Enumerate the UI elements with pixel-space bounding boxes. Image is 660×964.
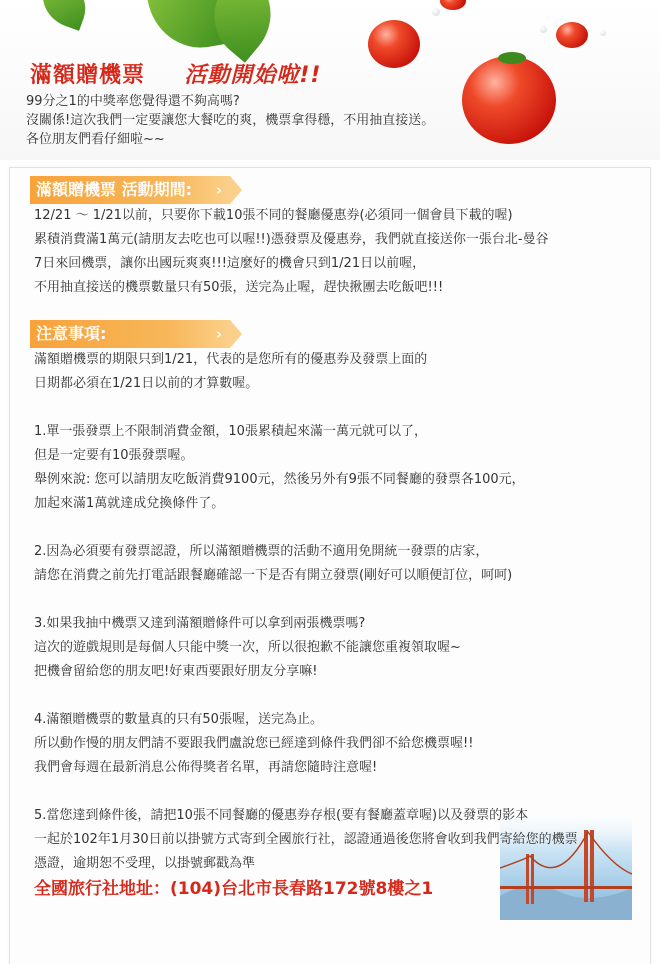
notes-line: 這次的遊戲規則是每個人只能中獎一次，所以很抱歉不能讓您重複領取喔~: [34, 640, 461, 655]
leaf-icon: [34, 0, 94, 31]
chevron-right-icon: ›: [215, 325, 222, 343]
notes-line: 3.如果我抽中機票又達到滿額贈條件可以拿到兩張機票嗎?: [34, 616, 366, 631]
agency-address: 全國旅行社地址：(104)台北市長春路172號8樓之1: [34, 879, 434, 899]
notes-line: 舉例來說: 您可以請朋友吃飯消費9100元，然後另外有9張不同餐廳的發票各100元，: [34, 472, 525, 487]
notes-line: 請您在消費之前先打電話跟餐廳確認一下是否有開立發票(剛好可以順便訂位，呵呵): [34, 568, 513, 583]
tomato-icon: [556, 22, 588, 48]
water-drop-icon: [600, 30, 606, 36]
notes-line: 把機會留給您的朋友吧!好東西要跟好朋友分享嘛!: [34, 664, 318, 679]
intro-text: [26, 92, 434, 149]
notes-line: 我們會每週在最新消息公佈得獎者名單，再請您隨時注意喔!: [34, 760, 378, 775]
notes-line: [34, 396, 525, 420]
notes-line: [34, 588, 525, 612]
page-title-part1: 滿額贈機票: [30, 63, 146, 88]
tomato-stem-icon: [498, 52, 526, 64]
period-line: 7日來回機票，讓你出國玩爽爽!!!這麼好的機會只到1/21日以前喔，: [34, 256, 426, 271]
notes-banner-label: 注意事項:: [36, 324, 107, 343]
period-section-banner: [30, 176, 230, 204]
notes-line: 日期都必須在1/21日以前的才算數喔。: [34, 376, 259, 391]
notes-line: 1.單一張發票上不限制消費金額，10張累積起來滿一萬元就可以了，: [34, 424, 427, 439]
notes-line: [34, 684, 525, 708]
tomato-icon: [440, 0, 466, 10]
notes-line: 所以動作慢的朋友們請不要跟我們盧說您已經達到條件我們卻不給您機票喔!!: [34, 736, 474, 751]
notes-line: 一起於102年1月30日前以掛號方式寄到全國旅行社，認證通過後您將會收到我們寄給您的機票: [34, 832, 578, 847]
water-drop-icon: [432, 8, 440, 16]
notes-line: 5.當您達到條件後，請把10張不同餐廳的優惠券存根(要有餐廳蓋章喔)以及發票的影本: [34, 808, 529, 823]
intro-line: 各位朋友們看仔細啦~~: [26, 132, 165, 147]
period-banner-label: 滿額贈機票 活動期間:: [36, 180, 192, 199]
header-banner: [0, 0, 660, 160]
period-text: [34, 204, 549, 300]
notes-text: [34, 348, 525, 804]
page-title: [30, 58, 321, 89]
period-line: 12/21 ～ 1/21以前，只要你下載10張不同的餐廳優惠券(必須同一個會員下載的喔): [34, 208, 513, 223]
tomato-icon: [368, 20, 420, 68]
period-line: 不用抽直接送的機票數量只有50張，送完為止喔，趕快揪團去吃飯吧!!!: [34, 280, 444, 295]
water-drop-icon: [540, 26, 547, 33]
notes-line: 加起來滿1萬就達成兌換條件了。: [34, 496, 225, 511]
intro-line: 99分之1的中獎率您覺得還不夠高嗎?: [26, 94, 240, 109]
chevron-right-icon: ›: [215, 181, 222, 199]
notes-line: 滿額贈機票的期限只到1/21，代表的是您所有的優惠券及發票上面的: [34, 352, 428, 367]
notes-line: 2.因為必須要有發票認證，所以滿額贈機票的活動不適用免開統一發票的店家，: [34, 544, 489, 559]
notes-line: 但是一定要有10張發票喔。: [34, 448, 194, 463]
page-title-part2: 活動開始啦!!: [184, 63, 322, 88]
intro-line: 沒關係!這次我們一定要讓您大餐吃的爽，機票拿得穩，不用抽直接送。: [26, 113, 435, 128]
notes-text-tail: [34, 804, 578, 876]
notes-line: 憑證，逾期恕不受理，以掛號郵戳為準: [34, 856, 256, 871]
notes-section-banner: [30, 320, 230, 348]
notes-line: [34, 516, 525, 540]
period-line: 累積消費滿1萬元(請朋友去吃也可以喔!!)憑發票及優惠券，我們就直接送你一張台北-曼谷: [34, 232, 549, 247]
notes-line: [34, 780, 525, 804]
tomato-icon: [462, 56, 556, 144]
notes-line: 4.滿額贈機票的數量真的只有50張喔，送完為止。: [34, 712, 323, 727]
